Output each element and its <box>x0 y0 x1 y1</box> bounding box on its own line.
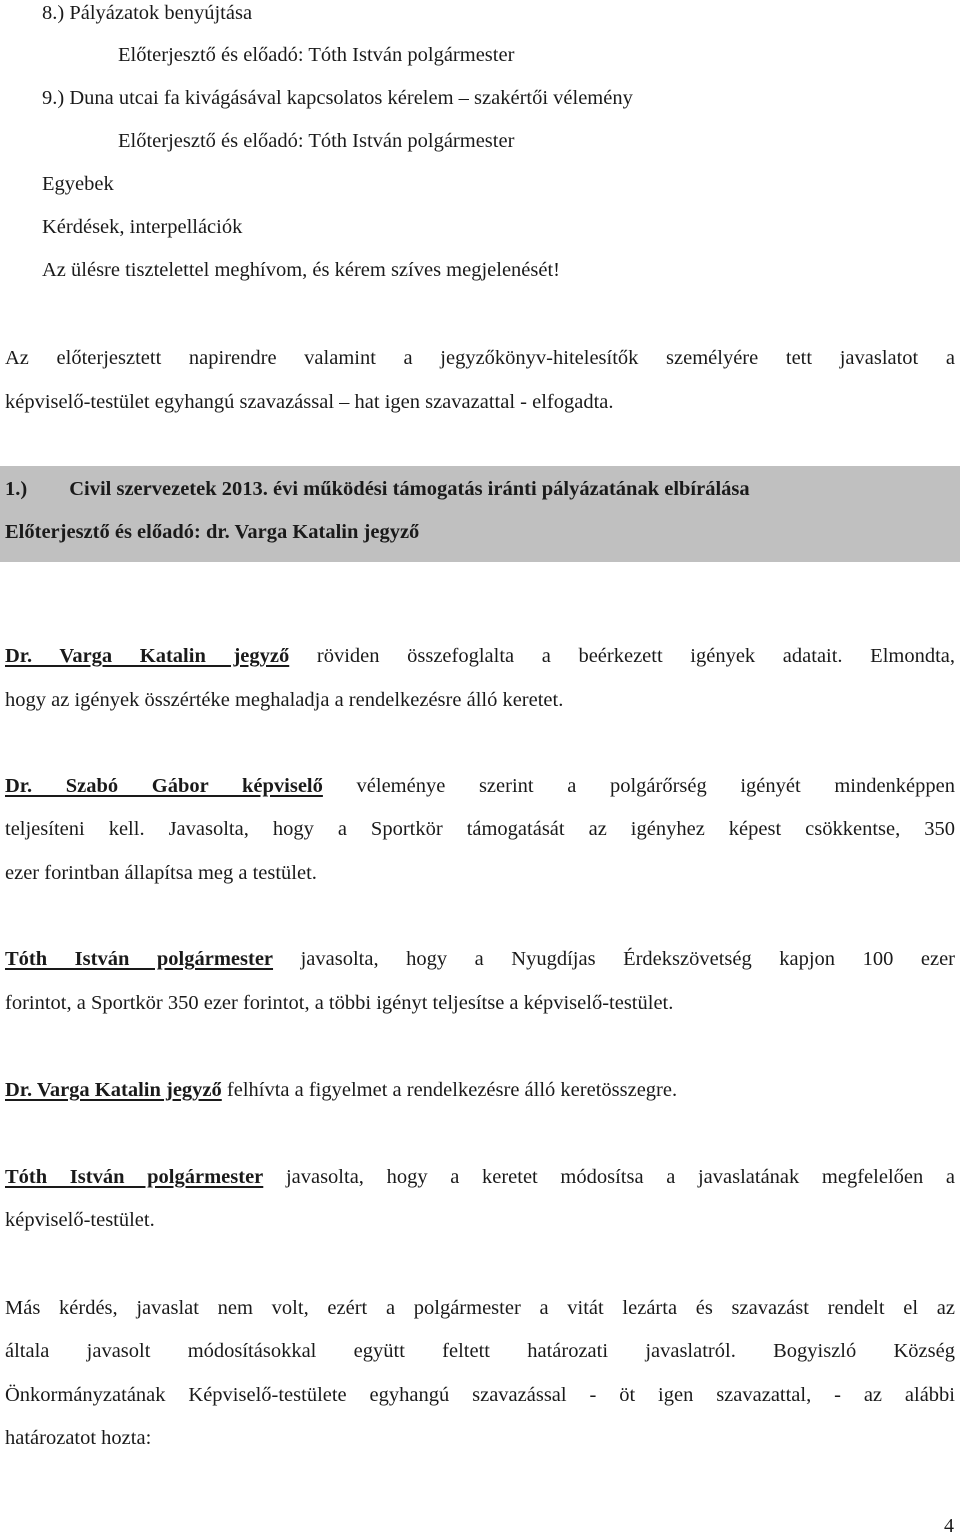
invitation-text: Az ülésre tisztelettel meghívom, és kérem szíves megjelenését! <box>42 259 561 281</box>
speaker-name: Tóth István polgármester <box>5 1166 264 1188</box>
p3-line-1: Tóth István polgármester javasolta, hogy a Nyugdíjas Érdekszövetség kapjon 100 ezer <box>5 948 956 970</box>
speaker-name: Dr. Varga Katalin jegyző <box>5 1079 222 1101</box>
p6-line-4: határozatot hozta: <box>5 1427 152 1449</box>
p4-line-1: Dr. Varga Katalin jegyző felhívta a figyelmet a rendelkezésre álló keretösszegre. <box>5 1079 678 1101</box>
approval-line-1: Az előterjesztett napirendre valamint a jegyzőkönyv-hitelesítők személyére tett javaslatot a <box>5 347 955 369</box>
p6-line-2: általa javasolt módosításokkal együtt feltett határozati javaslatról. Bogyiszló Község <box>5 1340 955 1362</box>
agenda-questions: Kérdések, interpellációk <box>42 216 243 238</box>
p1-line-2: hogy az igények összértéke meghaladja a rendelkezésre álló keretet. <box>5 689 564 711</box>
p2-line-2: teljesíteni kell. Javasolta, hogy a Sportkör támogatását az igényhez képest csökkentse, 350 <box>5 818 955 840</box>
p5-line-2: képviselő-testület. <box>5 1209 155 1231</box>
agenda-item-9-presenter: Előterjesztő és előadó: Tóth István polgármester <box>118 130 515 152</box>
speaker-name: Dr. Szabó Gábor képviselő <box>5 775 323 797</box>
page-number: 4 <box>944 1515 954 1537</box>
p1-line-1: Dr. Varga Katalin jegyző röviden összefoglalta a beérkezett igények adatait. Elmondta, <box>5 645 956 667</box>
speaker-name: Dr. Varga Katalin jegyző <box>5 645 290 667</box>
agenda-item-9-title: 9.) Duna utcai fa kivágásával kapcsolatos kérelem – szakértői vélemény <box>42 87 633 109</box>
approval-line-2: képviselő-testület egyhangú szavazással – hat igen szavazattal - elfogadta. <box>5 391 614 413</box>
agenda-item-heading <box>5 477 750 501</box>
agenda-item-8-title: 8.) Pályázatok benyújtása <box>42 2 253 24</box>
p2-line-3: ezer forintban állapítsa meg a testület. <box>5 862 317 884</box>
agenda-other: Egyebek <box>42 173 114 195</box>
agenda-item-8-presenter: Előterjesztő és előadó: Tóth István polgármester <box>118 44 515 66</box>
p3-line-2: forintot, a Sportkör 350 ezer forintot, a többi igényt teljesítse a képviselő-testület. <box>5 992 674 1014</box>
p2-line-1: Dr. Szabó Gábor képviselő véleménye szerint a polgárőrség igényét mindenképpen <box>5 775 956 797</box>
p6-line-1: Más kérdés, javaslat nem volt, ezért a polgármester a vitát lezárta és szavazást rendelt el az <box>5 1297 955 1319</box>
speaker-name: Tóth István polgármester <box>5 948 274 970</box>
p6-line-3: Önkormányzatának Képviselő-testülete egyhangú szavazással - öt igen szavazattal, - az alábbi <box>5 1384 955 1406</box>
agenda-item-number: 1.) <box>5 478 28 500</box>
agenda-item-presenter: Előterjesztő és előadó: dr. Varga Katalin jegyző <box>5 521 420 543</box>
agenda-item-title: Civil szervezetek 2013. évi működési támogatás iránti pályázatának elbírálása <box>69 478 750 500</box>
p5-line-1: Tóth István polgármester javasolta, hogy a keretet módosítsa a javaslatának megfelelően a <box>5 1166 955 1188</box>
